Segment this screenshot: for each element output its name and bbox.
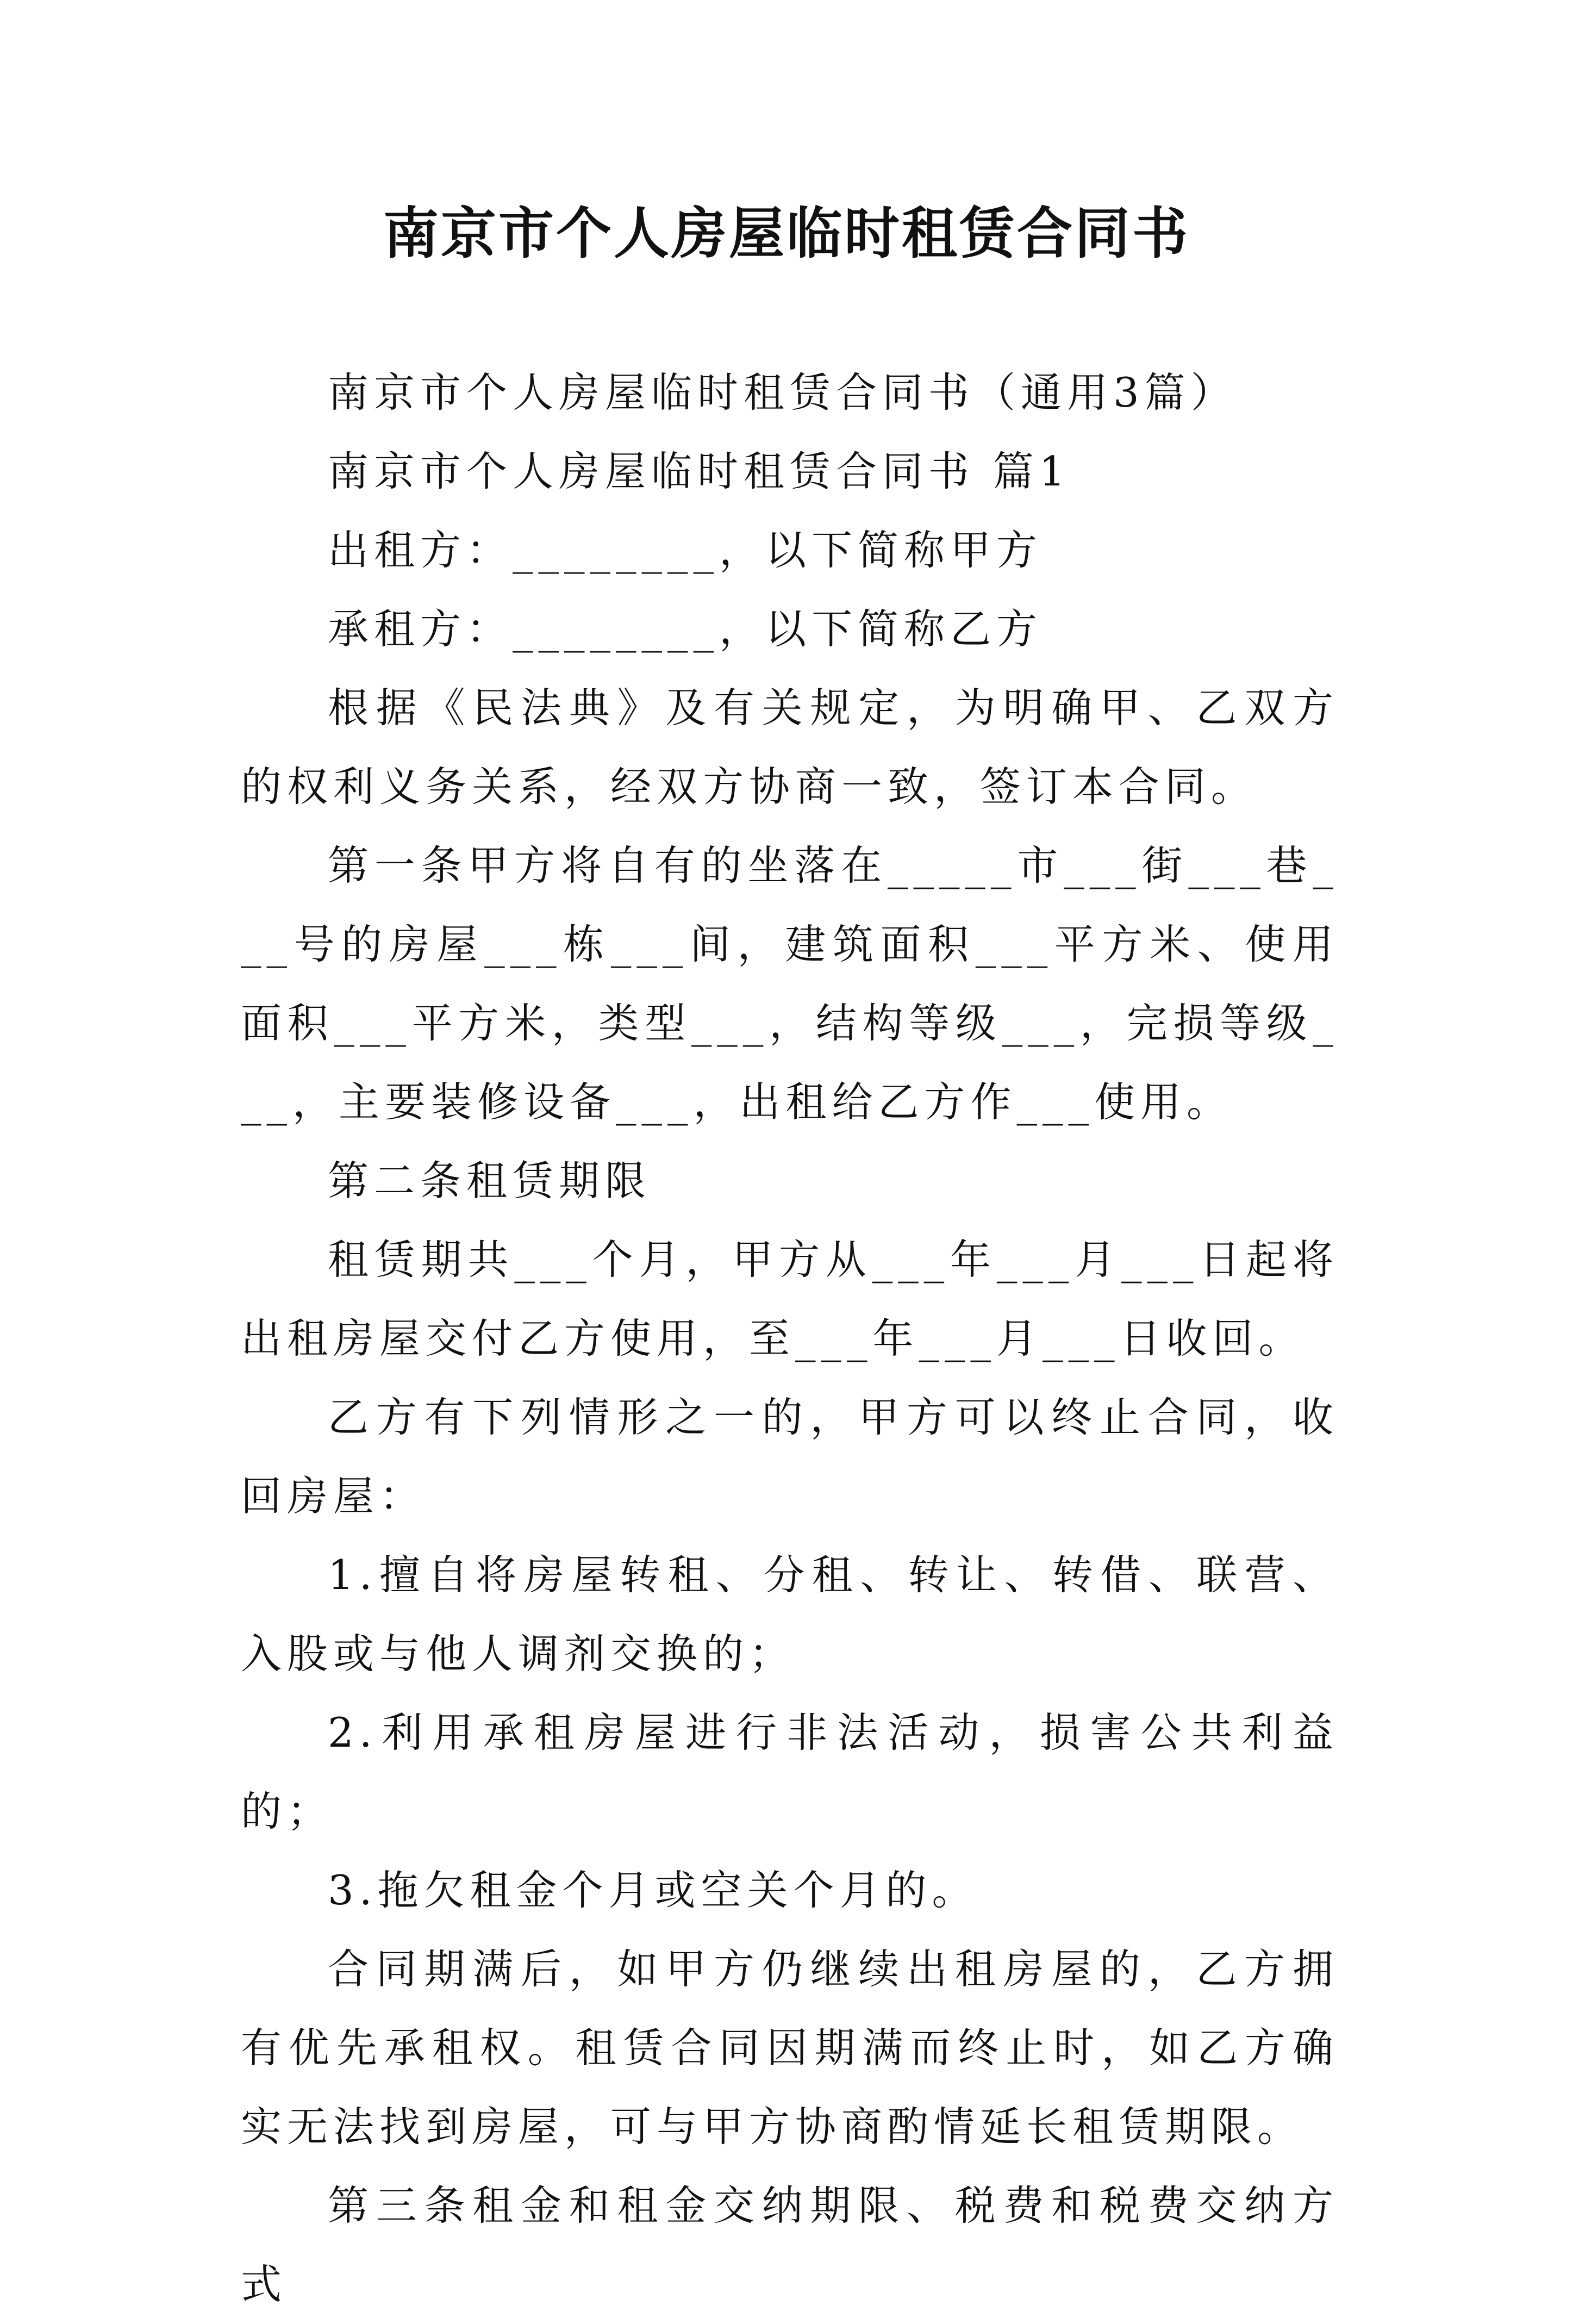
paragraph-subtitle: 南京市个人房屋临时租赁合同书（通用3篇） bbox=[328, 369, 1237, 416]
list-item-3: 3.拖欠租金个月或空关个月的。 bbox=[328, 1866, 978, 1914]
paragraph-renewal: 合同期满后，如甲方仍继续出租房屋的，乙方拥有优先承租权。租赁合同因期满而终止时，如乙方确实无法找到房屋，可与甲方协商酌情延长租赁期限。 bbox=[241, 1945, 1339, 2151]
paragraph-lease-term: 租赁期共___个月，甲方从___年___月___日起将出租房屋交付乙方使用，至___年___月___日收回。 bbox=[241, 1236, 1339, 1362]
paragraph-preamble: 根据《民法典》及有关规定，为明确甲、乙双方的权利义务关系，经双方协商一致，签订本合同。 bbox=[241, 684, 1339, 811]
paragraph-section-heading: 南京市个人房屋临时租赁合同书 篇1 bbox=[328, 447, 1071, 495]
paragraph-article-3-heading: 第三条租金和租金交纳期限、税费和税费交纳方式 bbox=[241, 2182, 1339, 2308]
paragraph-article-2-heading: 第二条租赁期限 bbox=[328, 1157, 652, 1205]
document-body bbox=[241, 353, 1339, 2324]
document-title: 南京市个人房屋临时租赁合同书 bbox=[383, 201, 1190, 266]
paragraph-lessee: 承租方：________，以下简称乙方 bbox=[328, 605, 1043, 653]
paragraph-article-1: 第一条甲方将自有的坐落在_____市___街___巷___号的房屋___栋___间，建筑面积___平方米、使用面积___平方米，类型___，结构等级___，完损等级___，主要装修设备___，出租给乙方作___使用。 bbox=[241, 842, 1339, 1126]
list-item-1: 1.擅自将房屋转租、分租、转让、转借、联营、入股或与他人调剂交换的； bbox=[241, 1551, 1339, 1678]
paragraph-termination-conditions: 乙方有下列情形之一的，甲方可以终止合同，收回房屋： bbox=[241, 1393, 1339, 1520]
list-item-2: 2.利用承租房屋进行非法活动，损害公共利益的； bbox=[241, 1709, 1339, 1835]
paragraph-lessor: 出租方：________，以下简称甲方 bbox=[328, 526, 1043, 574]
